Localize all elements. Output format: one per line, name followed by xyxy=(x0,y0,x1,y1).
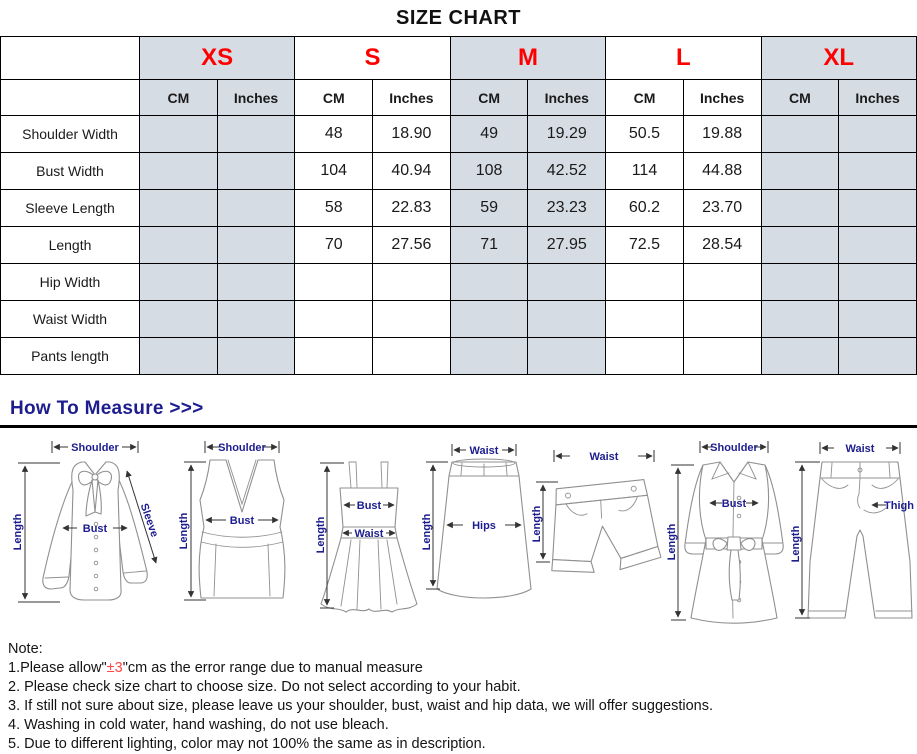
note-4: 4. Washing in cold water, hand washing, do not use bleach. xyxy=(8,717,389,733)
table-cell: 58 xyxy=(295,190,373,227)
table-cell: 28.54 xyxy=(683,227,761,264)
dress-diagram xyxy=(315,462,417,612)
table-cell xyxy=(761,153,839,190)
table-row xyxy=(1,264,917,301)
table-row xyxy=(1,116,917,153)
table-cell: 27.56 xyxy=(373,227,451,264)
measurement-label: Shoulder Width xyxy=(1,116,140,153)
skirt-waist-label: Waist xyxy=(469,445,499,457)
skirt-diagram xyxy=(421,444,531,598)
note-1-prefix: 1.Please allow" xyxy=(8,660,107,676)
dress-bust-label: Bust xyxy=(356,500,382,512)
table-cell xyxy=(528,301,606,338)
unit-header: CM xyxy=(761,80,839,116)
table-row xyxy=(1,153,917,190)
corner-cell xyxy=(1,80,140,116)
table-cell xyxy=(373,301,451,338)
pants-thigh-label: Thigh xyxy=(884,500,914,512)
note-1-error-range: ±3 xyxy=(106,660,123,676)
table-cell xyxy=(140,116,218,153)
table-cell: 19.88 xyxy=(683,116,761,153)
blouse-length-label: Length xyxy=(12,513,24,551)
vest-length-label: Length xyxy=(178,512,190,550)
note-2: 2. Please check size chart to choose size. Do not select according to your habit. xyxy=(8,679,521,695)
coat-bust-label: Bust xyxy=(721,498,747,510)
shorts-waist-label: Waist xyxy=(589,451,619,463)
table-cell xyxy=(761,301,839,338)
table-cell xyxy=(217,338,295,375)
table-cell xyxy=(683,264,761,301)
table-row xyxy=(1,338,917,375)
table-cell xyxy=(761,227,839,264)
table-cell xyxy=(839,227,917,264)
table-cell xyxy=(140,301,218,338)
unit-header: Inches xyxy=(683,80,761,116)
table-cell xyxy=(140,153,218,190)
table-cell xyxy=(217,301,295,338)
corner-cell xyxy=(1,37,140,80)
table-cell: 50.5 xyxy=(606,116,684,153)
shorts-length-label: Length xyxy=(531,505,543,543)
table-cell: 60.2 xyxy=(606,190,684,227)
table-cell: 104 xyxy=(295,153,373,190)
divider xyxy=(0,425,917,428)
unit-header: Inches xyxy=(373,80,451,116)
measurement-label: Length xyxy=(1,227,140,264)
table-cell xyxy=(140,264,218,301)
table-cell xyxy=(217,264,295,301)
table-cell xyxy=(839,301,917,338)
table-cell xyxy=(217,116,295,153)
table-cell xyxy=(606,301,684,338)
size-header-row xyxy=(1,37,917,80)
note-1-suffix: "cm as the error range due to manual measure xyxy=(122,660,423,676)
coat-shoulder-label: Shoulder xyxy=(710,442,758,454)
unit-header: Inches xyxy=(839,80,917,116)
table-cell xyxy=(839,264,917,301)
table-cell: 40.94 xyxy=(373,153,451,190)
skirt-hips-label: Hips xyxy=(472,520,496,532)
measurement-label: Waist Width xyxy=(1,301,140,338)
table-cell xyxy=(839,190,917,227)
note-1 xyxy=(8,659,917,678)
table-cell xyxy=(839,116,917,153)
table-cell xyxy=(217,153,295,190)
table-cell xyxy=(450,301,528,338)
table-cell xyxy=(528,338,606,375)
table-cell: 42.52 xyxy=(528,153,606,190)
unit-header: CM xyxy=(450,80,528,116)
pants-diagram xyxy=(790,442,914,618)
note-3: 3. If still not sure about size, please leave us your shoulder, bust, waist and hip data, we will offer suggestions. xyxy=(8,698,713,714)
table-cell xyxy=(761,190,839,227)
pants-length-label: Length xyxy=(790,525,802,563)
table-cell: 70 xyxy=(295,227,373,264)
table-cell: 23.70 xyxy=(683,190,761,227)
vest-shoulder-label: Shoulder xyxy=(218,442,266,454)
unit-header: Inches xyxy=(528,80,606,116)
measurement-label: Sleeve Length xyxy=(1,190,140,227)
unit-header: CM xyxy=(295,80,373,116)
shorts-diagram xyxy=(531,450,662,577)
unit-header-row xyxy=(1,80,917,116)
coat-length-label: Length xyxy=(666,523,678,561)
table-cell: 49 xyxy=(450,116,528,153)
table-cell: 114 xyxy=(606,153,684,190)
unit-header: CM xyxy=(606,80,684,116)
pants-waist-label: Waist xyxy=(845,443,875,455)
notes-section xyxy=(8,640,917,754)
table-cell: 19.29 xyxy=(528,116,606,153)
table-cell: 71 xyxy=(450,227,528,264)
size-header-xl: XL xyxy=(761,37,917,80)
table-cell: 27.95 xyxy=(528,227,606,264)
unit-header: CM xyxy=(140,80,218,116)
how-to-measure-heading: How To Measure >>> xyxy=(10,398,204,419)
table-cell xyxy=(450,264,528,301)
unit-header: Inches xyxy=(217,80,295,116)
size-header-xs: XS xyxy=(140,37,295,80)
table-cell xyxy=(295,338,373,375)
table-cell: 18.90 xyxy=(373,116,451,153)
table-row xyxy=(1,301,917,338)
table-cell xyxy=(217,190,295,227)
blouse-diagram xyxy=(12,441,160,602)
table-cell: 44.88 xyxy=(683,153,761,190)
blouse-shoulder-label: Shoulder xyxy=(71,442,119,454)
table-cell xyxy=(528,264,606,301)
size-header-m: M xyxy=(450,37,605,80)
table-cell xyxy=(606,338,684,375)
table-cell xyxy=(217,227,295,264)
vest-diagram xyxy=(178,441,285,600)
note-5: 5. Due to different lighting, color may not 100% the same as in description. xyxy=(8,736,486,752)
table-cell xyxy=(606,264,684,301)
table-row xyxy=(1,190,917,227)
coat-diagram xyxy=(666,441,783,623)
table-cell xyxy=(839,153,917,190)
table-cell xyxy=(761,116,839,153)
blouse-bust-label: Bust xyxy=(82,523,108,535)
size-header-l: L xyxy=(606,37,761,80)
table-cell xyxy=(450,338,528,375)
table-cell xyxy=(683,301,761,338)
skirt-length-label: Length xyxy=(421,513,433,551)
vest-bust-label: Bust xyxy=(229,515,255,527)
table-cell: 108 xyxy=(450,153,528,190)
table-cell xyxy=(140,190,218,227)
table-cell xyxy=(761,338,839,375)
table-cell xyxy=(295,264,373,301)
measurement-label: Pants length xyxy=(1,338,140,375)
table-cell xyxy=(295,301,373,338)
table-cell xyxy=(140,227,218,264)
table-row xyxy=(1,227,917,264)
table-cell: 23.23 xyxy=(528,190,606,227)
measurement-label: Bust Width xyxy=(1,153,140,190)
table-cell xyxy=(373,264,451,301)
size-chart-table xyxy=(0,36,917,375)
table-cell xyxy=(683,338,761,375)
size-header-s: S xyxy=(295,37,450,80)
blouse-sleeve-label: Sleeve xyxy=(137,501,161,539)
dress-waist-label: Waist xyxy=(354,528,384,540)
measurement-label: Hip Width xyxy=(1,264,140,301)
table-cell xyxy=(839,338,917,375)
table-cell: 59 xyxy=(450,190,528,227)
notes-heading: Note: xyxy=(8,641,43,657)
table-cell: 48 xyxy=(295,116,373,153)
table-cell: 72.5 xyxy=(606,227,684,264)
page-title: SIZE CHART xyxy=(396,7,521,29)
dress-length-label: Length xyxy=(315,516,327,554)
table-cell xyxy=(761,264,839,301)
table-cell xyxy=(373,338,451,375)
table-cell xyxy=(140,338,218,375)
measurement-diagrams xyxy=(0,432,917,634)
table-cell: 22.83 xyxy=(373,190,451,227)
